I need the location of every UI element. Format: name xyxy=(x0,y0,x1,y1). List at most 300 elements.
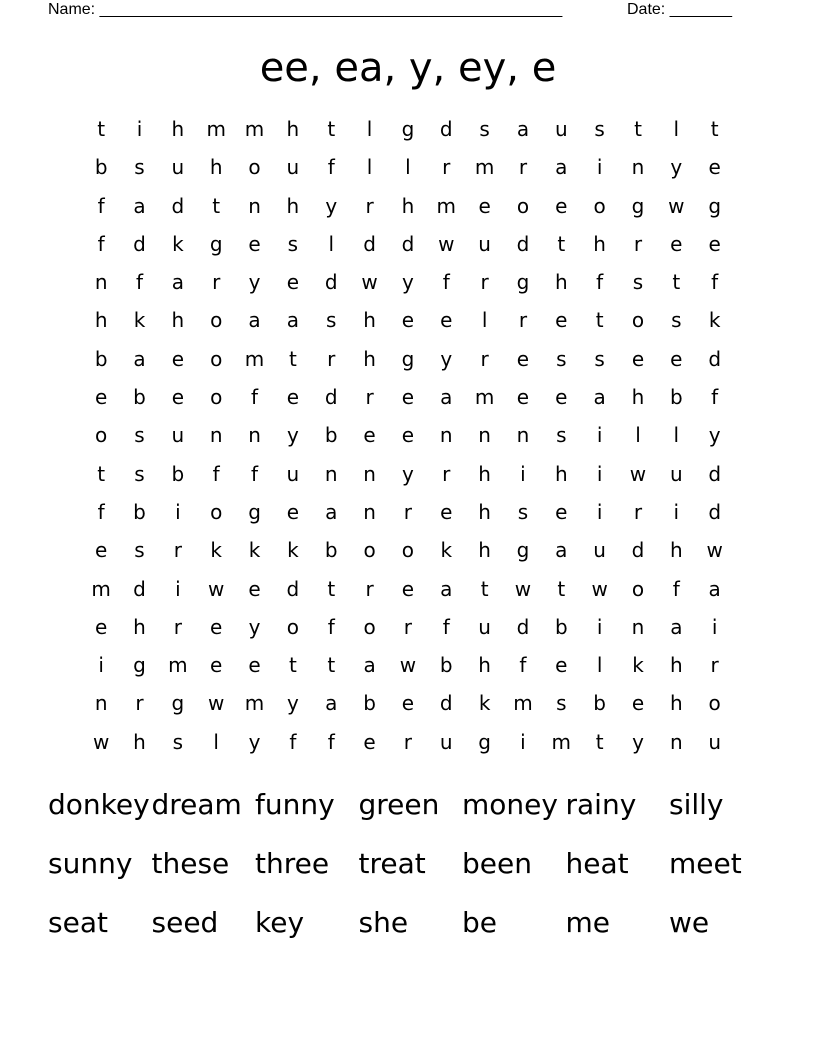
name-field-label: Name: ____________________________________________________ xyxy=(48,1,563,18)
grid-row xyxy=(82,225,734,263)
grid-letter: i xyxy=(711,614,718,639)
grid-letter: e xyxy=(248,576,261,601)
grid-letter: e xyxy=(95,538,108,563)
grid-letter: y xyxy=(632,729,644,754)
grid-letter: s xyxy=(172,729,184,754)
grid-letter: b xyxy=(324,423,338,448)
grid-letter: f xyxy=(672,576,680,601)
grid-letter: w xyxy=(92,729,110,754)
grid-letter: t xyxy=(288,653,297,678)
grid-letter: d xyxy=(708,499,722,524)
grid-letter: h xyxy=(363,346,376,371)
grid-letter: e xyxy=(363,729,376,754)
grid-letter: g xyxy=(133,653,146,678)
grid-letter: a xyxy=(555,155,568,180)
grid-letter: e xyxy=(248,653,261,678)
grid-letter: w xyxy=(399,653,417,678)
grid-letter: s xyxy=(479,117,490,141)
grid-row xyxy=(82,684,734,722)
word-bank-word: donkey xyxy=(48,788,150,821)
grid-letter: e xyxy=(210,614,223,639)
grid-letter: t xyxy=(97,461,106,486)
word-bank-word: rainy xyxy=(565,788,637,821)
grid-letter: a xyxy=(555,538,568,563)
page-title: ee, ea, y, ey, e xyxy=(259,45,557,91)
grid-letter: e xyxy=(555,308,568,333)
grid-letter: e xyxy=(401,308,415,333)
grid-letter: r xyxy=(173,614,182,639)
grid-letter: r xyxy=(173,538,182,563)
grid-letter: i xyxy=(136,117,143,141)
grid-letter: k xyxy=(632,653,644,678)
grid-letter: e xyxy=(210,653,223,678)
grid-row xyxy=(82,531,734,569)
grid-letter: r xyxy=(365,385,374,410)
grid-letter: r xyxy=(710,653,719,678)
word-bank-word: money xyxy=(462,788,558,821)
grid-letter: a xyxy=(286,308,300,333)
grid-letter: l xyxy=(213,729,219,754)
grid-letter: n xyxy=(363,461,376,486)
grid-letter: b xyxy=(593,691,606,716)
grid-letter: e xyxy=(555,653,568,678)
grid-letter: m xyxy=(244,691,265,716)
grid-letter: f xyxy=(97,499,105,524)
grid-letter: t xyxy=(557,576,566,601)
grid-letter: e xyxy=(171,346,185,371)
word-search-grid xyxy=(82,110,734,761)
grid-letter: d xyxy=(324,270,338,295)
grid-letter: d xyxy=(133,576,146,601)
grid-letter: f xyxy=(519,653,527,678)
grid-row xyxy=(82,263,734,301)
grid-letter: r xyxy=(403,614,413,639)
grid-letter: d xyxy=(631,538,645,563)
grid-letter: b xyxy=(171,461,185,486)
grid-letter: y xyxy=(402,461,414,486)
grid-letter: r xyxy=(442,461,451,486)
grid-letter: a xyxy=(171,270,184,295)
grid-letter: h xyxy=(171,308,185,333)
word-bank-word: treat xyxy=(358,847,426,880)
grid-letter: t xyxy=(327,576,336,601)
grid-letter: b xyxy=(669,385,683,410)
grid-letter: a xyxy=(133,346,146,371)
grid-letter: e xyxy=(670,231,683,256)
grid-row xyxy=(82,301,734,339)
grid-letter: o xyxy=(286,614,300,639)
grid-letter: r xyxy=(633,499,643,524)
grid-letter: h xyxy=(286,193,300,218)
grid-letter: h xyxy=(478,653,491,678)
grid-letter: e xyxy=(516,346,530,371)
grid-letter: o xyxy=(401,538,415,563)
grid-letter: d xyxy=(439,117,453,141)
grid-letter: o xyxy=(210,346,223,371)
grid-letter: s xyxy=(326,308,337,333)
grid-letter: e xyxy=(286,270,300,295)
grid-letter: f xyxy=(442,614,450,639)
word-bank-word: these xyxy=(151,847,230,880)
grid-letter: r xyxy=(365,193,374,218)
grid-letter: u xyxy=(439,729,453,754)
grid-letter: s xyxy=(134,538,145,563)
grid-letter: r xyxy=(212,270,221,295)
grid-letter: s xyxy=(556,423,567,448)
grid-letter: t xyxy=(595,308,604,333)
grid-letter: g xyxy=(516,538,530,563)
grid-letter: y xyxy=(440,346,453,371)
grid-letter: n xyxy=(631,155,645,180)
grid-letter: s xyxy=(671,308,682,333)
grid-letter: f xyxy=(442,270,450,295)
grid-letter: h xyxy=(286,117,300,141)
grid-letter: u xyxy=(478,231,491,256)
grid-letter: y xyxy=(670,155,683,180)
grid-letter: m xyxy=(244,346,265,371)
grid-letter: d xyxy=(324,385,338,410)
grid-letter: g xyxy=(171,691,185,716)
grid-letter: i xyxy=(596,499,603,524)
grid-letter: e xyxy=(631,691,645,716)
grid-letter: g xyxy=(478,729,491,754)
grid-letter: s xyxy=(287,231,299,256)
grid-letter: e xyxy=(631,346,645,371)
grid-letter: e xyxy=(440,308,453,333)
grid-letter: y xyxy=(402,270,414,295)
grid-letter: f xyxy=(97,231,105,256)
grid-letter: t xyxy=(97,117,106,141)
grid-letter: m xyxy=(436,193,456,218)
grid-letter: m xyxy=(551,729,572,754)
grid-letter: u xyxy=(286,461,300,486)
word-bank-word: key xyxy=(255,906,305,939)
grid-letter: m xyxy=(168,653,188,678)
grid-letter: h xyxy=(133,729,146,754)
grid-letter: k xyxy=(708,308,721,333)
grid-letter: n xyxy=(324,461,338,486)
word-bank-word: three xyxy=(255,847,330,880)
grid-letter: h xyxy=(401,193,415,218)
word-bank-word: heat xyxy=(565,847,629,880)
grid-letter: i xyxy=(520,729,526,754)
grid-letter: h xyxy=(171,117,185,141)
grid-letter: d xyxy=(708,461,722,486)
grid-letter: r xyxy=(327,346,336,371)
grid-letter: i xyxy=(98,653,104,678)
grid-letter: t xyxy=(595,729,604,754)
grid-letter: a xyxy=(516,117,530,141)
grid-letter: d xyxy=(133,231,146,256)
grid-letter: h xyxy=(669,538,683,563)
grid-letter: o xyxy=(363,614,376,639)
grid-letter: n xyxy=(248,193,261,218)
grid-letter: r xyxy=(480,270,489,295)
grid-letter: e xyxy=(708,155,721,180)
grid-letter: r xyxy=(403,729,413,754)
grid-letter: u xyxy=(286,155,300,180)
grid-letter: w xyxy=(361,270,378,295)
grid-letter: k xyxy=(440,538,453,563)
grid-letter: t xyxy=(557,231,566,256)
grid-letter: h xyxy=(94,308,108,333)
grid-letter: m xyxy=(206,117,226,141)
grid-letter: y xyxy=(248,614,261,639)
grid-letter: l xyxy=(366,155,373,180)
grid-letter: a xyxy=(670,614,683,639)
grid-letter: s xyxy=(517,499,529,524)
grid-row xyxy=(82,570,734,608)
grid-letter: s xyxy=(632,270,644,295)
grid-letter: a xyxy=(133,193,146,218)
grid-letter: n xyxy=(439,423,453,448)
grid-letter: n xyxy=(209,423,223,448)
grid-letter: r xyxy=(442,155,451,180)
word-bank-word: seat xyxy=(48,906,108,939)
grid-letter: f xyxy=(711,270,719,295)
word-bank-word: seed xyxy=(151,906,219,939)
grid-letter: o xyxy=(593,193,606,218)
grid-letter: s xyxy=(134,423,145,448)
grid-letter: d xyxy=(516,231,530,256)
grid-letter: a xyxy=(440,385,453,410)
grid-letter: e xyxy=(401,423,415,448)
grid-letter: m xyxy=(91,576,111,601)
grid-letter: l xyxy=(366,117,373,141)
grid-letter: n xyxy=(669,729,683,754)
grid-row xyxy=(82,340,734,378)
grid-letter: e xyxy=(95,614,108,639)
grid-letter: e xyxy=(171,385,185,410)
grid-letter: a xyxy=(440,576,453,601)
grid-letter: n xyxy=(363,499,376,524)
grid-letter: f xyxy=(251,385,259,410)
grid-letter: e xyxy=(516,385,530,410)
word-bank-word: green xyxy=(358,788,440,821)
grid-letter: k xyxy=(210,538,222,563)
grid-letter: y xyxy=(286,423,299,448)
grid-letter: d xyxy=(401,231,415,256)
grid-letter: h xyxy=(363,308,376,333)
grid-letter: y xyxy=(248,270,261,295)
grid-letter: u xyxy=(171,423,185,448)
grid-letter: u xyxy=(669,461,683,486)
grid-letter: e xyxy=(670,346,683,371)
grid-letter: f xyxy=(251,461,259,486)
grid-letter: i xyxy=(596,423,603,448)
grid-letter: n xyxy=(94,270,108,295)
grid-letter: o xyxy=(210,499,223,524)
grid-letter: f xyxy=(97,193,105,218)
grid-letter: e xyxy=(401,385,415,410)
word-bank-row xyxy=(48,898,776,957)
grid-letter: s xyxy=(556,346,567,371)
grid-letter: k xyxy=(248,538,261,563)
grid-letter: i xyxy=(673,499,680,524)
grid-letter: h xyxy=(209,155,223,180)
grid-row xyxy=(82,723,734,761)
grid-letter: w xyxy=(208,691,225,716)
grid-letter: k xyxy=(287,538,299,563)
word-bank-word: been xyxy=(462,847,532,880)
grid-letter: i xyxy=(175,499,181,524)
grid-letter: h xyxy=(631,385,645,410)
grid-letter: f xyxy=(289,729,297,754)
word-bank-word: we xyxy=(669,906,710,939)
grid-letter: w xyxy=(438,231,455,256)
grid-letter: e xyxy=(95,385,108,410)
grid-row xyxy=(82,608,734,646)
grid-letter: u xyxy=(708,729,722,754)
grid-letter: h xyxy=(478,538,491,563)
grid-letter: e xyxy=(555,499,568,524)
word-bank xyxy=(48,780,776,957)
grid-letter: a xyxy=(708,576,721,601)
grid-letter: g xyxy=(248,499,261,524)
word-bank-row xyxy=(48,839,776,898)
grid-letter: a xyxy=(248,308,261,333)
grid-letter: e xyxy=(286,499,300,524)
grid-row xyxy=(82,110,734,148)
grid-letter: b xyxy=(94,346,108,371)
grid-letter: u xyxy=(554,117,568,141)
grid-letter: t xyxy=(288,346,297,371)
grid-row xyxy=(82,416,734,454)
grid-letter: n xyxy=(94,691,108,716)
grid-letter: m xyxy=(513,691,533,716)
grid-letter: l xyxy=(596,653,603,678)
grid-letter: y xyxy=(248,729,261,754)
grid-letter: b xyxy=(133,385,146,410)
grid-row xyxy=(82,148,734,186)
grid-letter: d xyxy=(708,346,722,371)
grid-letter: a xyxy=(363,653,376,678)
grid-letter: d xyxy=(286,576,300,601)
grid-letter: i xyxy=(596,155,603,180)
grid-letter: o xyxy=(210,308,223,333)
grid-letter: f xyxy=(212,461,220,486)
grid-letter: l xyxy=(635,423,641,448)
grid-letter: h xyxy=(478,499,491,524)
grid-letter: b xyxy=(133,499,146,524)
grid-letter: u xyxy=(171,155,185,180)
grid-letter: r xyxy=(403,499,413,524)
grid-letter: a xyxy=(325,499,338,524)
grid-letter: o xyxy=(248,155,261,180)
grid-letter: h xyxy=(133,614,146,639)
word-bank-word: dream xyxy=(151,788,242,821)
grid-row xyxy=(82,493,734,531)
grid-letter: n xyxy=(478,423,491,448)
grid-letter: e xyxy=(478,193,491,218)
grid-letter: e xyxy=(555,385,568,410)
grid-letter: o xyxy=(516,193,530,218)
word-bank-word: me xyxy=(565,906,611,939)
grid-letter: d xyxy=(171,193,185,218)
grid-letter: f xyxy=(327,155,335,180)
grid-letter: k xyxy=(478,691,491,716)
grid-letter: d xyxy=(516,614,530,639)
grid-letter: l xyxy=(673,423,680,448)
grid-row xyxy=(82,455,734,493)
word-bank-word: she xyxy=(358,906,409,939)
grid-letter: d xyxy=(363,231,376,256)
grid-letter: g xyxy=(401,117,415,141)
grid-letter: w xyxy=(208,576,225,601)
grid-letter: e xyxy=(708,231,721,256)
grid-letter: o xyxy=(95,423,108,448)
grid-letter: t xyxy=(327,653,336,678)
grid-letter: w xyxy=(591,576,608,601)
grid-letter: k xyxy=(172,231,184,256)
grid-letter: e xyxy=(555,193,568,218)
grid-letter: b xyxy=(324,538,338,563)
grid-letter: l xyxy=(673,117,680,141)
grid-letter: l xyxy=(405,155,411,180)
grid-letter: t xyxy=(327,117,336,141)
grid-letter: y xyxy=(325,193,338,218)
grid-letter: s xyxy=(594,117,605,141)
word-bank-word: be xyxy=(462,906,497,939)
grid-letter: h xyxy=(593,231,606,256)
grid-letter: h xyxy=(478,461,491,486)
grid-letter: u xyxy=(478,614,491,639)
grid-letter: i xyxy=(175,576,181,601)
grid-letter: n xyxy=(248,423,261,448)
grid-letter: m xyxy=(474,385,495,410)
grid-letter: f xyxy=(711,385,719,410)
grid-letter: e xyxy=(401,691,415,716)
grid-letter: h xyxy=(669,653,683,678)
grid-letter: r xyxy=(518,308,528,333)
grid-letter: e xyxy=(401,576,415,601)
grid-letter: f xyxy=(327,729,335,754)
grid-letter: e xyxy=(248,231,261,256)
grid-letter: b xyxy=(94,155,108,180)
grid-letter: o xyxy=(631,576,645,601)
grid-letter: t xyxy=(634,117,642,141)
grid-letter: b xyxy=(554,614,568,639)
word-bank-word: sunny xyxy=(48,847,133,880)
grid-letter: r xyxy=(135,691,144,716)
grid-letter: f xyxy=(327,614,335,639)
grid-letter: o xyxy=(631,308,645,333)
grid-letter: g xyxy=(209,231,223,256)
grid-letter: t xyxy=(480,576,489,601)
grid-letter: n xyxy=(631,614,645,639)
grid-letter: t xyxy=(672,270,681,295)
grid-letter: r xyxy=(633,231,643,256)
grid-letter: s xyxy=(556,691,567,716)
grid-letter: w xyxy=(706,538,723,563)
grid-letter: e xyxy=(363,423,376,448)
grid-letter: l xyxy=(328,231,335,256)
grid-letter: i xyxy=(520,461,526,486)
grid-letter: g xyxy=(516,270,530,295)
grid-letter: m xyxy=(244,117,265,141)
grid-letter: r xyxy=(480,346,489,371)
grid-letter: g xyxy=(631,193,645,218)
word-bank-word: silly xyxy=(669,788,724,821)
grid-letter: k xyxy=(133,308,146,333)
grid-letter: w xyxy=(668,193,685,218)
grid-letter: h xyxy=(554,461,568,486)
grid-row xyxy=(82,187,734,225)
grid-letter: r xyxy=(365,576,374,601)
grid-letter: f xyxy=(596,270,604,295)
grid-letter: y xyxy=(708,423,721,448)
grid-letter: s xyxy=(594,346,605,371)
